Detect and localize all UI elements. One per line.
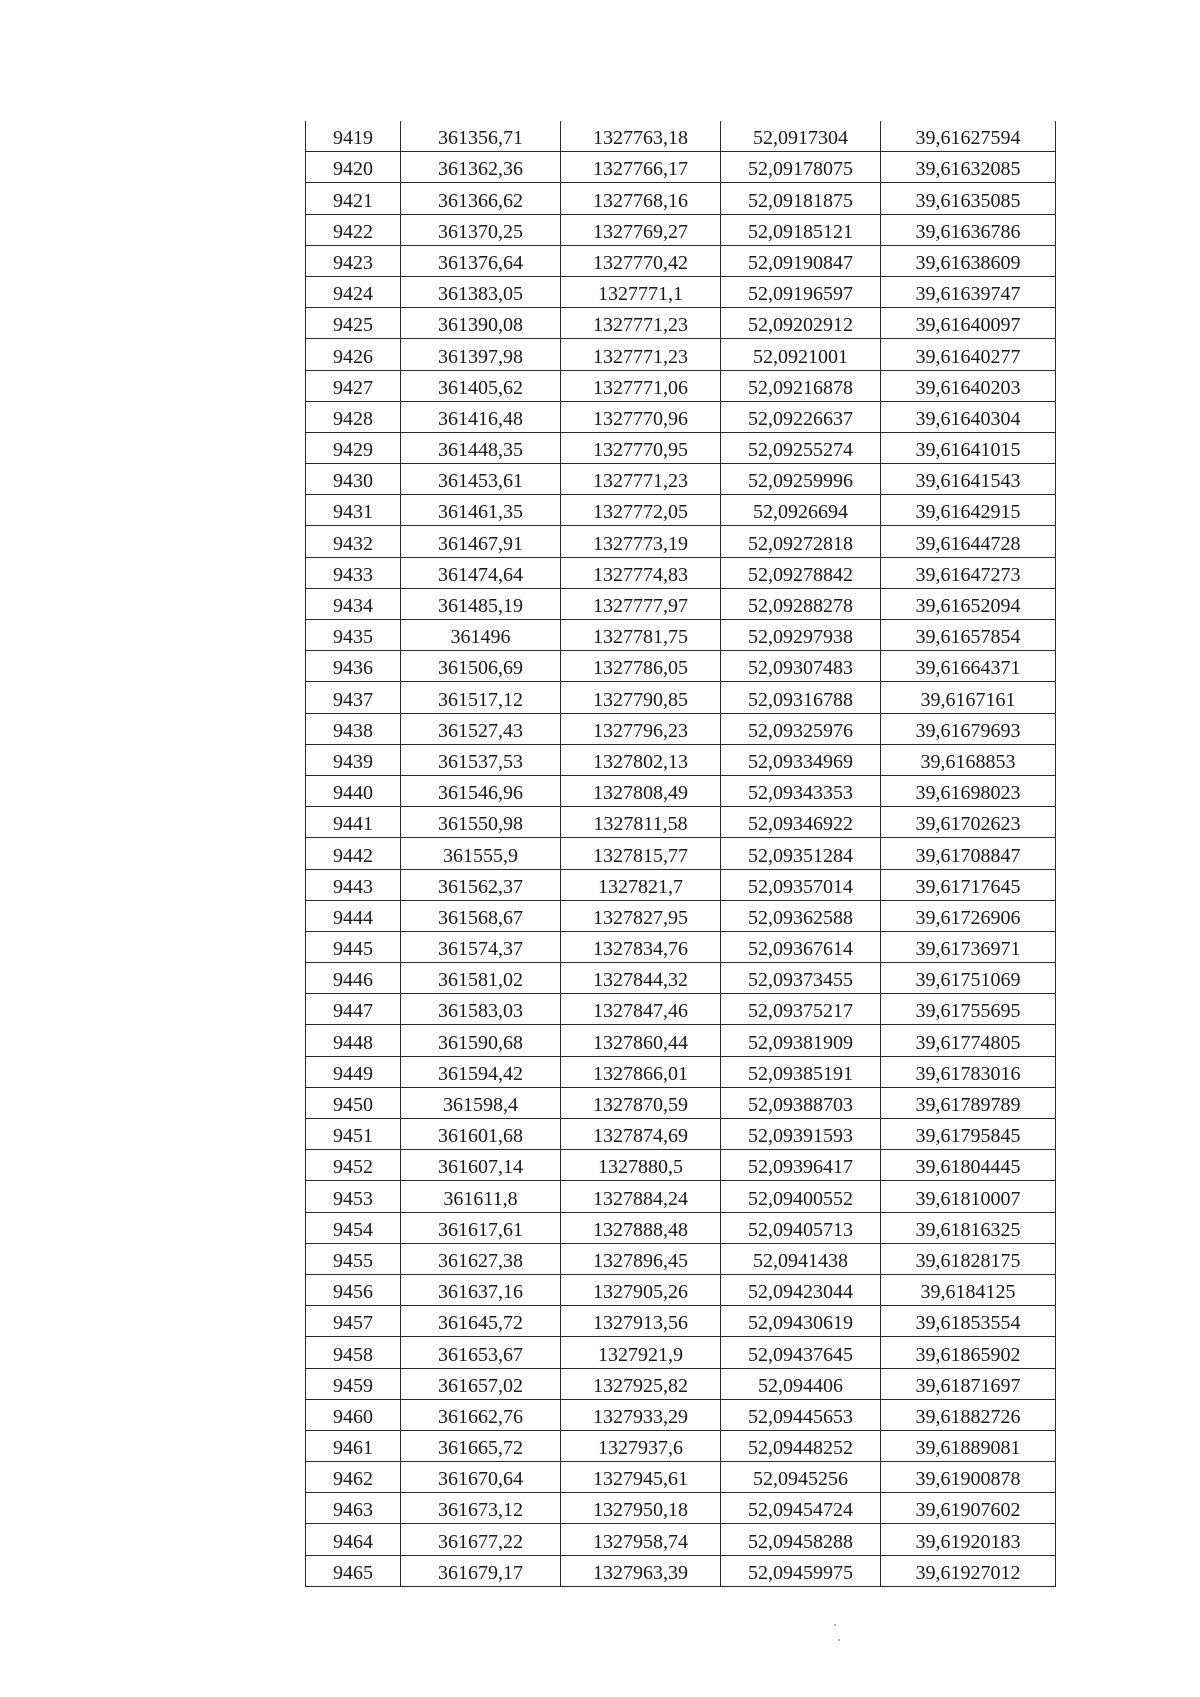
latitude-cell: 52,09196597 bbox=[721, 276, 881, 307]
y-coordinate-cell: 1327937,6 bbox=[561, 1430, 721, 1461]
y-coordinate-cell: 1327770,95 bbox=[561, 432, 721, 463]
y-coordinate-cell: 1327888,48 bbox=[561, 1212, 721, 1243]
x-coordinate-cell: 361601,68 bbox=[401, 1119, 561, 1150]
point-number-cell: 9444 bbox=[306, 900, 401, 931]
longitude-cell: 39,61804445 bbox=[881, 1150, 1056, 1181]
longitude-cell: 39,61657854 bbox=[881, 620, 1056, 651]
x-coordinate-cell: 361416,48 bbox=[401, 401, 561, 432]
point-number-cell: 9427 bbox=[306, 370, 401, 401]
table-row bbox=[306, 775, 1056, 806]
latitude-cell: 52,0945256 bbox=[721, 1462, 881, 1493]
point-number-cell: 9420 bbox=[306, 152, 401, 183]
longitude-cell: 39,61698023 bbox=[881, 775, 1056, 806]
x-coordinate-cell: 361657,02 bbox=[401, 1368, 561, 1399]
y-coordinate-cell: 1327913,56 bbox=[561, 1306, 721, 1337]
point-number-cell: 9450 bbox=[306, 1087, 401, 1118]
latitude-cell: 52,09385191 bbox=[721, 1056, 881, 1087]
x-coordinate-cell: 361485,19 bbox=[401, 588, 561, 619]
x-coordinate-cell: 361653,67 bbox=[401, 1337, 561, 1368]
longitude-cell: 39,61789789 bbox=[881, 1087, 1056, 1118]
point-number-cell: 9462 bbox=[306, 1462, 401, 1493]
table-row bbox=[306, 1274, 1056, 1305]
table-row bbox=[306, 276, 1056, 307]
y-coordinate-cell: 1327772,05 bbox=[561, 495, 721, 526]
latitude-cell: 52,09373455 bbox=[721, 963, 881, 994]
longitude-cell: 39,61783016 bbox=[881, 1056, 1056, 1087]
y-coordinate-cell: 1327933,29 bbox=[561, 1399, 721, 1430]
latitude-cell: 52,09351284 bbox=[721, 838, 881, 869]
point-number-cell: 9453 bbox=[306, 1181, 401, 1212]
longitude-cell: 39,61751069 bbox=[881, 963, 1056, 994]
latitude-cell: 52,09362588 bbox=[721, 900, 881, 931]
longitude-cell: 39,61627594 bbox=[881, 121, 1056, 152]
point-number-cell: 9419 bbox=[306, 121, 401, 152]
point-number-cell: 9431 bbox=[306, 495, 401, 526]
point-number-cell: 9456 bbox=[306, 1274, 401, 1305]
point-number-cell: 9460 bbox=[306, 1399, 401, 1430]
scan-speck bbox=[838, 1639, 840, 1641]
y-coordinate-cell: 1327945,61 bbox=[561, 1462, 721, 1493]
y-coordinate-cell: 1327884,24 bbox=[561, 1181, 721, 1212]
y-coordinate-cell: 1327880,5 bbox=[561, 1150, 721, 1181]
x-coordinate-cell: 361665,72 bbox=[401, 1430, 561, 1461]
y-coordinate-cell: 1327763,18 bbox=[561, 121, 721, 152]
x-coordinate-cell: 361581,02 bbox=[401, 963, 561, 994]
table-row bbox=[306, 713, 1056, 744]
table-row bbox=[306, 464, 1056, 495]
table-row bbox=[306, 401, 1056, 432]
longitude-cell: 39,61853554 bbox=[881, 1306, 1056, 1337]
point-number-cell: 9448 bbox=[306, 1025, 401, 1056]
table-row bbox=[306, 370, 1056, 401]
x-coordinate-cell: 361562,37 bbox=[401, 869, 561, 900]
longitude-cell: 39,61640203 bbox=[881, 370, 1056, 401]
point-number-cell: 9424 bbox=[306, 276, 401, 307]
table-row bbox=[306, 651, 1056, 682]
x-coordinate-cell: 361679,17 bbox=[401, 1555, 561, 1586]
y-coordinate-cell: 1327771,06 bbox=[561, 370, 721, 401]
point-number-cell: 9440 bbox=[306, 775, 401, 806]
y-coordinate-cell: 1327781,75 bbox=[561, 620, 721, 651]
table-row bbox=[306, 588, 1056, 619]
point-number-cell: 9461 bbox=[306, 1430, 401, 1461]
x-coordinate-cell: 361607,14 bbox=[401, 1150, 561, 1181]
longitude-cell: 39,61679693 bbox=[881, 713, 1056, 744]
x-coordinate-cell: 361405,62 bbox=[401, 370, 561, 401]
longitude-cell: 39,61642915 bbox=[881, 495, 1056, 526]
table-row bbox=[306, 557, 1056, 588]
latitude-cell: 52,09316788 bbox=[721, 682, 881, 713]
x-coordinate-cell: 361370,25 bbox=[401, 214, 561, 245]
x-coordinate-cell: 361527,43 bbox=[401, 713, 561, 744]
y-coordinate-cell: 1327963,39 bbox=[561, 1555, 721, 1586]
latitude-cell: 52,09400552 bbox=[721, 1181, 881, 1212]
y-coordinate-cell: 1327770,42 bbox=[561, 245, 721, 276]
latitude-cell: 52,09255274 bbox=[721, 432, 881, 463]
longitude-cell: 39,61639747 bbox=[881, 276, 1056, 307]
x-coordinate-cell: 361673,12 bbox=[401, 1493, 561, 1524]
latitude-cell: 52,09226637 bbox=[721, 401, 881, 432]
longitude-cell: 39,61640097 bbox=[881, 308, 1056, 339]
longitude-cell: 39,61774805 bbox=[881, 1025, 1056, 1056]
latitude-cell: 52,09437645 bbox=[721, 1337, 881, 1368]
y-coordinate-cell: 1327815,77 bbox=[561, 838, 721, 869]
longitude-cell: 39,61702623 bbox=[881, 807, 1056, 838]
longitude-cell: 39,61635085 bbox=[881, 183, 1056, 214]
x-coordinate-cell: 361568,67 bbox=[401, 900, 561, 931]
longitude-cell: 39,61907602 bbox=[881, 1493, 1056, 1524]
y-coordinate-cell: 1327847,46 bbox=[561, 994, 721, 1025]
latitude-cell: 52,0941438 bbox=[721, 1243, 881, 1274]
point-number-cell: 9463 bbox=[306, 1493, 401, 1524]
y-coordinate-cell: 1327771,1 bbox=[561, 276, 721, 307]
longitude-cell: 39,61640277 bbox=[881, 339, 1056, 370]
x-coordinate-cell: 361474,64 bbox=[401, 557, 561, 588]
y-coordinate-cell: 1327771,23 bbox=[561, 308, 721, 339]
longitude-cell: 39,61927012 bbox=[881, 1555, 1056, 1586]
table-row bbox=[306, 526, 1056, 557]
longitude-cell: 39,61641543 bbox=[881, 464, 1056, 495]
latitude-cell: 52,09388703 bbox=[721, 1087, 881, 1118]
point-number-cell: 9446 bbox=[306, 963, 401, 994]
latitude-cell: 52,09185121 bbox=[721, 214, 881, 245]
table-row bbox=[306, 308, 1056, 339]
y-coordinate-cell: 1327773,19 bbox=[561, 526, 721, 557]
y-coordinate-cell: 1327768,16 bbox=[561, 183, 721, 214]
table-row bbox=[306, 1150, 1056, 1181]
y-coordinate-cell: 1327958,74 bbox=[561, 1524, 721, 1555]
y-coordinate-cell: 1327921,9 bbox=[561, 1337, 721, 1368]
longitude-cell: 39,61882726 bbox=[881, 1399, 1056, 1430]
y-coordinate-cell: 1327796,23 bbox=[561, 713, 721, 744]
x-coordinate-cell: 361677,22 bbox=[401, 1524, 561, 1555]
table-row bbox=[306, 994, 1056, 1025]
y-coordinate-cell: 1327844,32 bbox=[561, 963, 721, 994]
y-coordinate-cell: 1327802,13 bbox=[561, 744, 721, 775]
latitude-cell: 52,09367614 bbox=[721, 931, 881, 962]
x-coordinate-cell: 361496 bbox=[401, 620, 561, 651]
table-row bbox=[306, 1337, 1056, 1368]
latitude-cell: 52,09454724 bbox=[721, 1493, 881, 1524]
longitude-cell: 39,61647273 bbox=[881, 557, 1056, 588]
point-number-cell: 9436 bbox=[306, 651, 401, 682]
point-number-cell: 9465 bbox=[306, 1555, 401, 1586]
x-coordinate-cell: 361356,71 bbox=[401, 121, 561, 152]
latitude-cell: 52,09178075 bbox=[721, 152, 881, 183]
latitude-cell: 52,09430619 bbox=[721, 1306, 881, 1337]
point-number-cell: 9452 bbox=[306, 1150, 401, 1181]
latitude-cell: 52,09357014 bbox=[721, 869, 881, 900]
latitude-cell: 52,09278842 bbox=[721, 557, 881, 588]
table-row bbox=[306, 620, 1056, 651]
x-coordinate-cell: 361397,98 bbox=[401, 339, 561, 370]
y-coordinate-cell: 1327905,26 bbox=[561, 1274, 721, 1305]
point-number-cell: 9447 bbox=[306, 994, 401, 1025]
longitude-cell: 39,61644728 bbox=[881, 526, 1056, 557]
longitude-cell: 39,61736971 bbox=[881, 931, 1056, 962]
table-row bbox=[306, 214, 1056, 245]
table-row bbox=[306, 931, 1056, 962]
x-coordinate-cell: 361546,96 bbox=[401, 775, 561, 806]
longitude-cell: 39,61632085 bbox=[881, 152, 1056, 183]
longitude-cell: 39,61664371 bbox=[881, 651, 1056, 682]
table-row bbox=[306, 1119, 1056, 1150]
table-row bbox=[306, 1555, 1056, 1586]
latitude-cell: 52,09381909 bbox=[721, 1025, 881, 1056]
latitude-cell: 52,09396417 bbox=[721, 1150, 881, 1181]
longitude-cell: 39,61638609 bbox=[881, 245, 1056, 276]
table-row bbox=[306, 1493, 1056, 1524]
y-coordinate-cell: 1327950,18 bbox=[561, 1493, 721, 1524]
table-row bbox=[306, 744, 1056, 775]
x-coordinate-cell: 361662,76 bbox=[401, 1399, 561, 1430]
longitude-cell: 39,61828175 bbox=[881, 1243, 1056, 1274]
point-number-cell: 9421 bbox=[306, 183, 401, 214]
latitude-cell: 52,09202912 bbox=[721, 308, 881, 339]
latitude-cell: 52,09448252 bbox=[721, 1430, 881, 1461]
point-number-cell: 9455 bbox=[306, 1243, 401, 1274]
x-coordinate-cell: 361453,61 bbox=[401, 464, 561, 495]
table-row bbox=[306, 869, 1056, 900]
x-coordinate-cell: 361617,61 bbox=[401, 1212, 561, 1243]
x-coordinate-cell: 361506,69 bbox=[401, 651, 561, 682]
x-coordinate-cell: 361467,91 bbox=[401, 526, 561, 557]
latitude-cell: 52,0921001 bbox=[721, 339, 881, 370]
table-row bbox=[306, 1025, 1056, 1056]
longitude-cell: 39,6184125 bbox=[881, 1274, 1056, 1305]
point-number-cell: 9426 bbox=[306, 339, 401, 370]
latitude-cell: 52,0926694 bbox=[721, 495, 881, 526]
x-coordinate-cell: 361461,35 bbox=[401, 495, 561, 526]
y-coordinate-cell: 1327896,45 bbox=[561, 1243, 721, 1274]
y-coordinate-cell: 1327771,23 bbox=[561, 339, 721, 370]
y-coordinate-cell: 1327870,59 bbox=[561, 1087, 721, 1118]
latitude-cell: 52,09375217 bbox=[721, 994, 881, 1025]
table-row bbox=[306, 495, 1056, 526]
y-coordinate-cell: 1327774,83 bbox=[561, 557, 721, 588]
y-coordinate-cell: 1327866,01 bbox=[561, 1056, 721, 1087]
point-number-cell: 9439 bbox=[306, 744, 401, 775]
point-number-cell: 9437 bbox=[306, 682, 401, 713]
longitude-cell: 39,61865902 bbox=[881, 1337, 1056, 1368]
point-number-cell: 9451 bbox=[306, 1119, 401, 1150]
point-number-cell: 9441 bbox=[306, 807, 401, 838]
latitude-cell: 52,09190847 bbox=[721, 245, 881, 276]
y-coordinate-cell: 1327790,85 bbox=[561, 682, 721, 713]
table-row bbox=[306, 121, 1056, 152]
y-coordinate-cell: 1327771,23 bbox=[561, 464, 721, 495]
longitude-cell: 39,61920183 bbox=[881, 1524, 1056, 1555]
table-row bbox=[306, 183, 1056, 214]
latitude-cell: 52,09445653 bbox=[721, 1399, 881, 1430]
latitude-cell: 52,094406 bbox=[721, 1368, 881, 1399]
x-coordinate-cell: 361590,68 bbox=[401, 1025, 561, 1056]
longitude-cell: 39,61816325 bbox=[881, 1212, 1056, 1243]
longitude-cell: 39,6168853 bbox=[881, 744, 1056, 775]
longitude-cell: 39,61726906 bbox=[881, 900, 1056, 931]
x-coordinate-cell: 361611,8 bbox=[401, 1181, 561, 1212]
table-row bbox=[306, 1306, 1056, 1337]
latitude-cell: 52,09458288 bbox=[721, 1524, 881, 1555]
table-row bbox=[306, 245, 1056, 276]
point-number-cell: 9464 bbox=[306, 1524, 401, 1555]
x-coordinate-cell: 361594,42 bbox=[401, 1056, 561, 1087]
y-coordinate-cell: 1327766,17 bbox=[561, 152, 721, 183]
latitude-cell: 52,09334969 bbox=[721, 744, 881, 775]
table-row bbox=[306, 682, 1056, 713]
longitude-cell: 39,61636786 bbox=[881, 214, 1056, 245]
point-number-cell: 9443 bbox=[306, 869, 401, 900]
table-row bbox=[306, 1430, 1056, 1461]
x-coordinate-cell: 361448,35 bbox=[401, 432, 561, 463]
table-row bbox=[306, 339, 1056, 370]
longitude-cell: 39,61889081 bbox=[881, 1430, 1056, 1461]
table-row bbox=[306, 963, 1056, 994]
table-row bbox=[306, 1524, 1056, 1555]
point-number-cell: 9434 bbox=[306, 588, 401, 619]
x-coordinate-cell: 361637,16 bbox=[401, 1274, 561, 1305]
x-coordinate-cell: 361550,98 bbox=[401, 807, 561, 838]
table-row bbox=[306, 1462, 1056, 1493]
longitude-cell: 39,61640304 bbox=[881, 401, 1056, 432]
y-coordinate-cell: 1327827,95 bbox=[561, 900, 721, 931]
point-number-cell: 9425 bbox=[306, 308, 401, 339]
latitude-cell: 52,09272818 bbox=[721, 526, 881, 557]
latitude-cell: 52,09423044 bbox=[721, 1274, 881, 1305]
point-number-cell: 9433 bbox=[306, 557, 401, 588]
point-number-cell: 9422 bbox=[306, 214, 401, 245]
point-number-cell: 9457 bbox=[306, 1306, 401, 1337]
latitude-cell: 52,0917304 bbox=[721, 121, 881, 152]
y-coordinate-cell: 1327860,44 bbox=[561, 1025, 721, 1056]
y-coordinate-cell: 1327777,97 bbox=[561, 588, 721, 619]
longitude-cell: 39,61900878 bbox=[881, 1462, 1056, 1493]
point-number-cell: 9449 bbox=[306, 1056, 401, 1087]
y-coordinate-cell: 1327786,05 bbox=[561, 651, 721, 682]
x-coordinate-cell: 361362,36 bbox=[401, 152, 561, 183]
x-coordinate-cell: 361598,4 bbox=[401, 1087, 561, 1118]
point-number-cell: 9459 bbox=[306, 1368, 401, 1399]
x-coordinate-cell: 361366,62 bbox=[401, 183, 561, 214]
latitude-cell: 52,09405713 bbox=[721, 1212, 881, 1243]
table-row bbox=[306, 1399, 1056, 1430]
point-number-cell: 9438 bbox=[306, 713, 401, 744]
y-coordinate-cell: 1327770,96 bbox=[561, 401, 721, 432]
point-number-cell: 9423 bbox=[306, 245, 401, 276]
longitude-cell: 39,61795845 bbox=[881, 1119, 1056, 1150]
longitude-cell: 39,61652094 bbox=[881, 588, 1056, 619]
table-row bbox=[306, 432, 1056, 463]
x-coordinate-cell: 361574,37 bbox=[401, 931, 561, 962]
y-coordinate-cell: 1327925,82 bbox=[561, 1368, 721, 1399]
x-coordinate-cell: 361383,05 bbox=[401, 276, 561, 307]
x-coordinate-cell: 361517,12 bbox=[401, 682, 561, 713]
longitude-cell: 39,6167161 bbox=[881, 682, 1056, 713]
point-number-cell: 9432 bbox=[306, 526, 401, 557]
latitude-cell: 52,09346922 bbox=[721, 807, 881, 838]
latitude-cell: 52,09391593 bbox=[721, 1119, 881, 1150]
x-coordinate-cell: 361390,08 bbox=[401, 308, 561, 339]
longitude-cell: 39,61871697 bbox=[881, 1368, 1056, 1399]
table-row bbox=[306, 900, 1056, 931]
latitude-cell: 52,09181875 bbox=[721, 183, 881, 214]
table-row bbox=[306, 1181, 1056, 1212]
x-coordinate-cell: 361583,03 bbox=[401, 994, 561, 1025]
x-coordinate-cell: 361537,53 bbox=[401, 744, 561, 775]
y-coordinate-cell: 1327769,27 bbox=[561, 214, 721, 245]
point-number-cell: 9435 bbox=[306, 620, 401, 651]
table-row bbox=[306, 807, 1056, 838]
x-coordinate-cell: 361645,72 bbox=[401, 1306, 561, 1337]
table-row bbox=[306, 1243, 1056, 1274]
table-row bbox=[306, 1087, 1056, 1118]
point-number-cell: 9429 bbox=[306, 432, 401, 463]
y-coordinate-cell: 1327821,7 bbox=[561, 869, 721, 900]
latitude-cell: 52,09259996 bbox=[721, 464, 881, 495]
coordinates-table-body bbox=[306, 121, 1056, 1586]
x-coordinate-cell: 361627,38 bbox=[401, 1243, 561, 1274]
longitude-cell: 39,61717645 bbox=[881, 869, 1056, 900]
latitude-cell: 52,09216878 bbox=[721, 370, 881, 401]
point-number-cell: 9445 bbox=[306, 931, 401, 962]
x-coordinate-cell: 361376,64 bbox=[401, 245, 561, 276]
latitude-cell: 52,09297938 bbox=[721, 620, 881, 651]
y-coordinate-cell: 1327874,69 bbox=[561, 1119, 721, 1150]
x-coordinate-cell: 361555,9 bbox=[401, 838, 561, 869]
latitude-cell: 52,09459975 bbox=[721, 1555, 881, 1586]
x-coordinate-cell: 361670,64 bbox=[401, 1462, 561, 1493]
point-number-cell: 9458 bbox=[306, 1337, 401, 1368]
point-number-cell: 9430 bbox=[306, 464, 401, 495]
point-number-cell: 9454 bbox=[306, 1212, 401, 1243]
latitude-cell: 52,09325976 bbox=[721, 713, 881, 744]
table-row bbox=[306, 1368, 1056, 1399]
longitude-cell: 39,61755695 bbox=[881, 994, 1056, 1025]
longitude-cell: 39,61641015 bbox=[881, 432, 1056, 463]
latitude-cell: 52,09288278 bbox=[721, 588, 881, 619]
table-row bbox=[306, 1056, 1056, 1087]
point-number-cell: 9442 bbox=[306, 838, 401, 869]
longitude-cell: 39,61708847 bbox=[881, 838, 1056, 869]
latitude-cell: 52,09343353 bbox=[721, 775, 881, 806]
y-coordinate-cell: 1327834,76 bbox=[561, 931, 721, 962]
table-row bbox=[306, 838, 1056, 869]
longitude-cell: 39,61810007 bbox=[881, 1181, 1056, 1212]
table-row bbox=[306, 1212, 1056, 1243]
table-row bbox=[306, 152, 1056, 183]
scan-speck bbox=[834, 1624, 836, 1626]
latitude-cell: 52,09307483 bbox=[721, 651, 881, 682]
y-coordinate-cell: 1327811,58 bbox=[561, 807, 721, 838]
y-coordinate-cell: 1327808,49 bbox=[561, 775, 721, 806]
coordinates-table bbox=[305, 121, 1056, 1587]
point-number-cell: 9428 bbox=[306, 401, 401, 432]
